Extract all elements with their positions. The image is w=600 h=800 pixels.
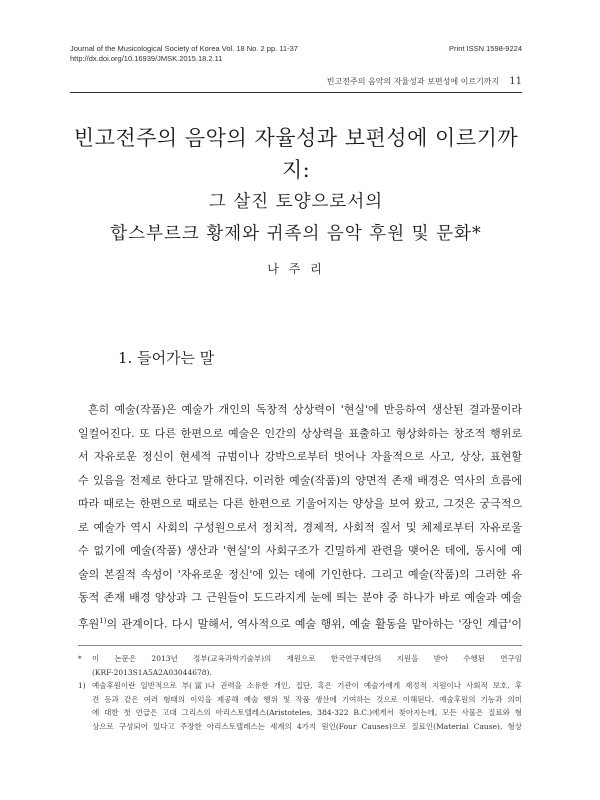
body-text-fragment: 후원 bbox=[78, 617, 100, 631]
journal-volume-line: Journal of the Musicological Society of Korea Vol. 18 No. 2 pp. 11-37 bbox=[70, 44, 298, 53]
body-line: 동적 존재 배경 양상과 그 근원들이 도드라지게 눈에 띄는 분야 중 하나가 바로 예술과 예술 bbox=[78, 591, 522, 604]
body-line: 술의 본질적 속성이 '자유로운 정신'에 있는 데에 기인한다. 그리고 예술(작품)의 그러한 유 bbox=[78, 567, 522, 581]
body-line-with-footnote bbox=[78, 610, 522, 636]
body-line: 일컬어진다. 또 다른 한편으로 예술은 인간의 상상력을 표출하고 형상화하는 창조적 행위로 bbox=[78, 426, 522, 440]
title-line-2: 그 살진 토양으로서의 bbox=[208, 192, 384, 212]
section-heading: 1. 들어가는 말 bbox=[118, 349, 215, 367]
body-text bbox=[78, 398, 522, 636]
title-line-3: 합스부르크 황제와 귀족의 음악 후원 및 문화* bbox=[110, 224, 482, 244]
running-title: 빈고전주의 음악의 자율성과 보편성에 이르기까지 bbox=[326, 77, 500, 86]
footnote-funding bbox=[78, 652, 522, 679]
body-line: 따라 때로는 한편으로 때로는 다른 한편으로 기울어지는 양상을 보여 왔고, 그것은 궁극적으 bbox=[78, 497, 522, 510]
body-text-fragment: 의 관계이다. 다시 말해서, 역사적으로 예술 행위, 예술 활동을 맡아하는 '장인 계급'이 bbox=[106, 617, 522, 631]
header-rule bbox=[70, 92, 522, 93]
footnotes bbox=[78, 652, 522, 733]
issn: Print ISSN 1598-9224 bbox=[449, 44, 522, 53]
footnote-line: 이 논문은 2013년 정부(교육과학기술부)의 재원으로 한국연구재단의 지원을 받아 수행된 연구임 bbox=[92, 654, 522, 663]
body-line: 수 없기에 예술(작품) 생산과 '현실'의 사회구조가 긴밀하게 관련을 맺어온 데에, 동시에 예 bbox=[78, 544, 522, 557]
author-name: 나 주 리 bbox=[267, 262, 325, 276]
body-line: 흔히 예술(작품)은 예술가 개인의 독창적 상상력이 '현실'에 반응하여 생산된 결과물이라 bbox=[88, 403, 522, 416]
journal-citation bbox=[70, 44, 298, 64]
footnote-line: 상으로 구성되어 있다고 주장한 아리스토텔레스는 세계의 4가지 원인(Four Causes)으로 질료인(Material Cause), 형상 bbox=[92, 721, 522, 731]
footnote-mark: 1) bbox=[78, 681, 86, 690]
running-header bbox=[327, 76, 522, 87]
page-number: 11 bbox=[509, 76, 522, 87]
footnote-mark: * bbox=[78, 654, 82, 663]
footnote-rule bbox=[78, 645, 522, 646]
body-line: 로 예술가 역시 사회의 구성원으로서 정치적, 경제적, 사회적 질서 및 체제로부터 자유로울 bbox=[78, 520, 522, 534]
footnote-line: 에 대한 첫 언급은 고대 그리스의 아리스토텔레스(Aristoteles, 384-322 B.C.)에게서 찾아지는데, 모든 사물은 질료와 형 bbox=[92, 708, 522, 717]
footnote-1 bbox=[78, 679, 522, 733]
footnote-line: 예술후원이란 일반적으로 부(富)나 권력을 소유한 개인, 집단, 혹은 기관이 예술가에게 재정적 지원이나 사회적 보호, 후 bbox=[92, 681, 522, 690]
footnote-line: (KRF-2013S1A5A2A03044678). bbox=[92, 667, 212, 677]
article-title bbox=[70, 122, 522, 250]
footnote-reference[interactable]: 1) bbox=[99, 616, 107, 625]
title-line-1: 빈고전주의 음악의 자율성과 보편성에 이르기까지: bbox=[73, 126, 519, 182]
body-line: 수 있음을 전제로 한다고 말해진다. 이러한 예술(작품)의 양면적 존재 배경은 역사의 흐름에 bbox=[78, 473, 522, 487]
footnote-line: 견 등과 같은 여러 형태의 이익을 제공해 예술 행위 및 작품 생산에 기여하는 것으로 이해된다. 예술후원의 기능과 의미 bbox=[92, 694, 522, 704]
body-line: 서 자유로운 정신이 현세적 규범이나 강박으로부터 벗어나 자율적으로 사고, 상상, 표현할 bbox=[78, 450, 522, 463]
doi-link[interactable]: http://dx.doi.org/10.16939/JMSK.2015.18.2.11 bbox=[70, 54, 223, 63]
